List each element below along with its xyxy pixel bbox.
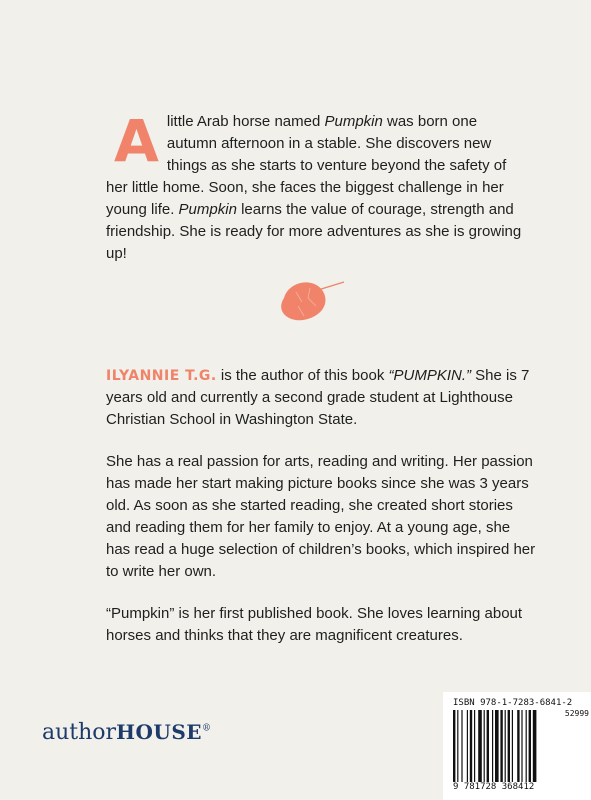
registered-mark: ® (202, 723, 212, 734)
barcode-number: 9 781728 368412 (453, 782, 535, 792)
blurb-title-pumpkin: Pumpkin (324, 113, 383, 130)
drop-cap: A (114, 107, 159, 175)
publisher-logo-part1: author (42, 720, 117, 745)
book-blurb (106, 107, 526, 265)
publisher-logo-part2: HOUSE (116, 720, 203, 744)
bio-text-part: She is 7 years old and currently a second grade student at Lighthouse Christian School in Washington State. (106, 367, 530, 428)
blurb-title-pumpkin: Pumpkin (178, 201, 237, 218)
blurb-text-part: was born one autumn afternoon in a stable. She discovers new things as she starts to venture beyond the safety of her little home. Soon, she faces the biggest challenge in her young life. (106, 113, 507, 218)
leaf-icon (278, 276, 348, 326)
price-code: 52999 (564, 709, 589, 718)
blurb-text-part: learns the value of courage, strength and friendship. She is ready for more adventures as she is growing up! (106, 201, 522, 262)
bio-paragraph-1 (106, 365, 536, 431)
bio-paragraph-3: “Pumpkin” is her first published book. She loves learning about horses and thinks that they are magnificent creatures. (106, 605, 523, 644)
author-bio (106, 365, 536, 667)
publisher-logo (42, 720, 211, 745)
author-name: ILYANNIE T.G. (106, 368, 217, 384)
bio-paragraph-2: She has a real passion for arts, reading and writing. Her passion has made her start making picture books since she was 3 years old. As soon as she started reading, she created short stories and reading them for her family to enjoy. At a young age, she has read a huge selection of children’s books, which inspired her to write her own. (106, 453, 536, 580)
isbn-label: ISBN 978-1-7283-6841-2 (453, 698, 573, 708)
blurb-text-part: little Arab horse named (166, 113, 325, 130)
book-title: “PUMPKIN.” (388, 367, 471, 384)
bio-text-part: is the author of this book (216, 367, 389, 384)
barcode-bars (453, 710, 553, 782)
isbn-barcode (443, 692, 591, 800)
blurb-text (106, 107, 526, 265)
